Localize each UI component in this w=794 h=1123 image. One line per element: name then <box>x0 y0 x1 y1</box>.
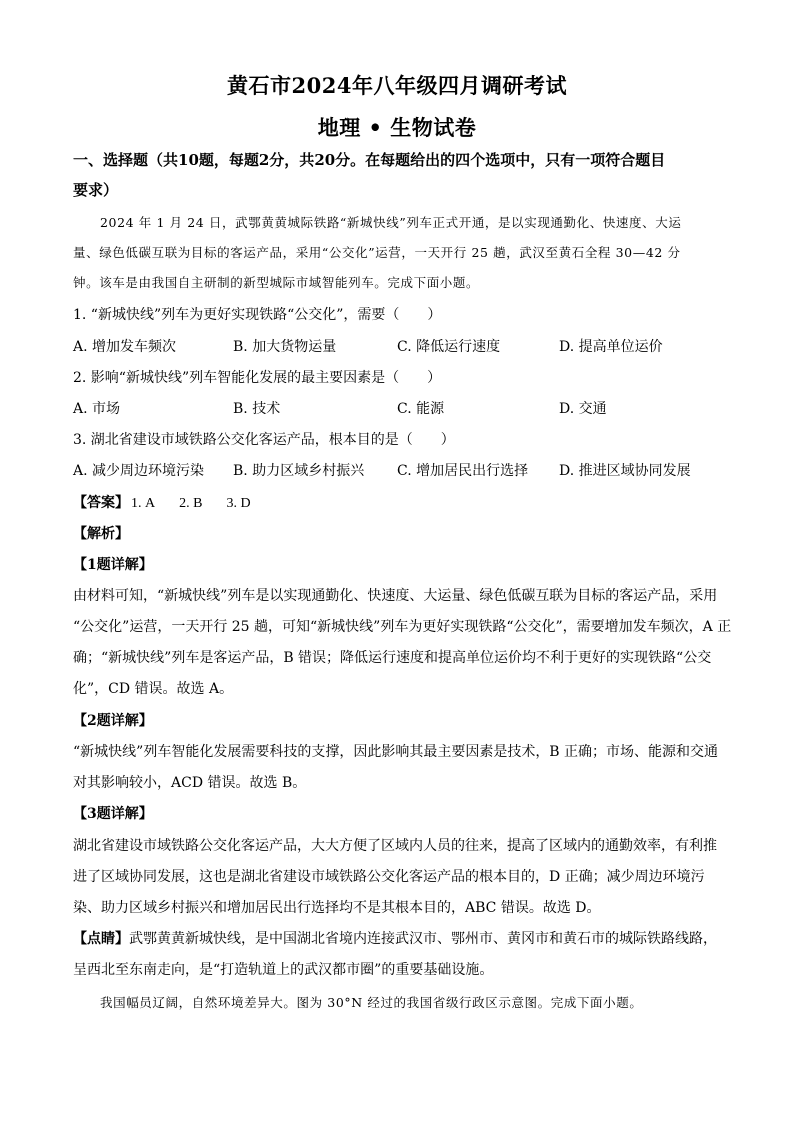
detail-label: 【1题详解】 <box>73 557 153 573</box>
answer-line <box>73 493 723 514</box>
detail-line: 湖北省建设市域铁路公交化客运产品，大大方便了区域内人员的往来，提高了区域内的通勤效率，有利推 <box>73 838 717 854</box>
answer-label: 【答案】 <box>73 495 129 511</box>
question-option: D. 提高单位运价 <box>559 339 663 355</box>
question-stem: 3. 湖北省建设市域铁路公交化客运产品，根本目的是（ ） <box>73 432 455 448</box>
question-option: A. 减少周边环境污染 <box>73 463 205 479</box>
detail-label: 【3题详解】 <box>73 806 153 822</box>
detail-line: 化”，CD 错误。故选 A。 <box>73 681 234 697</box>
question-option: B. 加大货物运量 <box>233 339 337 355</box>
tip-line <box>73 929 723 949</box>
detail-line: “公交化”运营，一天开行 25 趟，可知“新城快线”列车为更好实现铁路“公交化”，需要增加发车频次，A 正 <box>73 619 732 635</box>
question-option: D. 交通 <box>559 401 607 417</box>
question-option: B. 技术 <box>233 401 281 417</box>
tip-line-cont: 呈西北至东南走向，是“打造轨道上的武汉都市圈”的重要基础设施。 <box>73 962 494 978</box>
detail-line: 染、助力区域乡村振兴和增加居民出行选择均不是其根本目的，ABC 错误。故选 D。 <box>73 900 601 916</box>
question-option: D. 推进区域协同发展 <box>559 463 691 479</box>
question-option: A. 市场 <box>73 401 121 417</box>
exam-subtitle: 地理 • 生物试卷 <box>317 115 477 140</box>
detail-line: 进了区域协同发展，这也是湖北省建设市域铁路公交化客运产品的根本目的，D 正确；减少周边环境污 <box>73 869 705 885</box>
detail-line: 确；“新城快线”列车是客运产品，B 错误；降低运行速度和提高单位运价均不利于更好的实现铁路“公交 <box>73 650 712 666</box>
question-option: C. 降低运行速度 <box>397 339 501 355</box>
question-stem: 2. 影响“新城快线”列车智能化发展的最主要因素是（ ） <box>73 370 442 386</box>
tip-text: 武鄂黄黄新城快线，是中国湖北省境内连接武汉市、鄂州市、黄冈市和黄石市的城际铁路线路， <box>129 931 717 947</box>
section-heading: 一、选择题（共10题，每题2分，共20分。在每题给出的四个选项中，只有一项符合题目 <box>73 151 666 169</box>
analysis-label: 【解析】 <box>73 526 129 542</box>
question-stem: 1. “新城快线”列车为更好实现铁路“公交化”，需要（ ） <box>73 307 442 323</box>
answer-value: 3. D <box>226 496 251 511</box>
passage-line: 钟。该车是由我国自主研制的新型城际市域智能列车。完成下面小题。 <box>73 275 480 290</box>
passage-line: 量、绿色低碳互联为目标的客运产品，采用“公交化”运营，一天开行 25 趟，武汉至黄石全程 30—42 分 <box>73 245 681 260</box>
detail-line: 由材料可知，“新城快线”列车是以实现通勤化、快速度、大运量、绿色低碳互联为目标的客运产品，采用 <box>73 588 718 604</box>
question-option: A. 增加发车频次 <box>73 339 177 355</box>
answer-value: 1. A <box>131 496 156 511</box>
question-option: C. 能源 <box>397 401 445 417</box>
question-option: B. 助力区域乡村振兴 <box>233 463 365 479</box>
passage-line: 我国幅员辽阔，自然环境差异大。图为 30°N 经过的我国省级行政区示意图。完成下面小题。 <box>100 995 643 1010</box>
section-heading-cont: 要求） <box>73 181 119 199</box>
detail-line: 对其影响较小，ACD 错误。故选 B。 <box>73 775 307 791</box>
tip-label: 【点睛】 <box>73 931 129 947</box>
detail-label: 【2题详解】 <box>73 713 153 729</box>
passage-line: 2024 年 1 月 24 日，武鄂黄黄城际铁路“新城快线”列车正式开通，是以实现通勤化、快速度、大运 <box>100 215 682 230</box>
detail-line: “新城快线”列车智能化发展需要科技的支撑，因此影响其最主要因素是技术，B 正确；市场、能源和交通 <box>73 744 719 760</box>
exam-title: 黄石市2024年八年级四月调研考试 <box>227 73 567 98</box>
answer-value: 2. B <box>179 496 203 511</box>
question-option: C. 增加居民出行选择 <box>397 463 529 479</box>
